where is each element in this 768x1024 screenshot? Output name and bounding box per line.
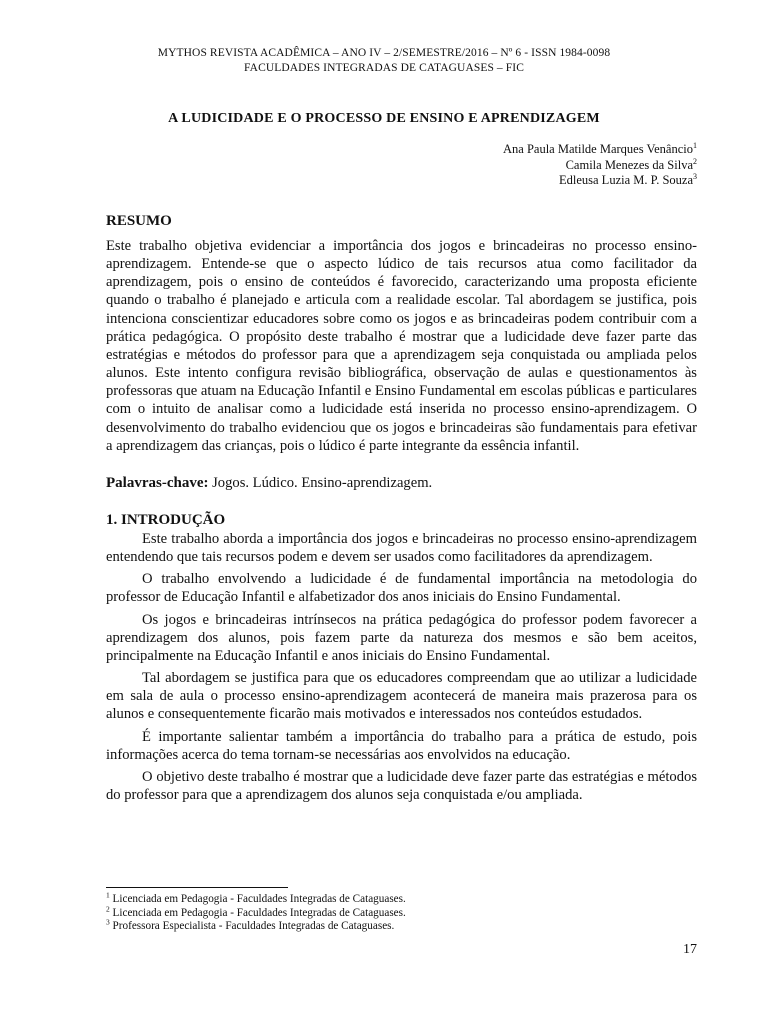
paragraph: Tal abordagem se justifica para que os educadores compreendam que ao utilizar a ludicidade em sala de aula o processo ensino-aprendizagem acontecerá de maneira mais prazerosa para os alunos e consequentemente ficarão mais motivados e interessados nos conteúdos estudados. [106, 670, 697, 723]
footnote-mark: 2 [693, 156, 697, 166]
keywords-label: Palavras-chave: [106, 475, 209, 491]
keywords-line [106, 475, 432, 492]
abstract-text: Este trabalho objetiva evidenciar a importância dos jogos e brincadeiras no processo ensino-aprendizagem. Entende-se que o aspecto lúdico de tais recursos atua como facilitador da aprendizagem, pois o ensino de conteúdos é favorecido, caracterizando uma proposta eficiente quando o trabalho é planejado e articula com a realidade escolar. Tal abordagem se justifica, pois intenciona conscientizar educadores sobre como os jogos e as brincadeiras podem contribuir com a prática pedagógica. O propósito deste trabalho é mostrar que a ludicidade deve fazer parte das estratégias e métodos do professor para que a aprendizagem seja conquistada ou ampliada pelos alunos. Este intento configura revisão bibliográfica, observação de aulas e questionamentos às professoras que atuam na Educação Infantil e Ensino Fundamental em escolas públicas e particulares com o intuito de analisar como a ludicidade está inserida no processo ensino-aprendizagem. O desenvolvimento do trabalho evidenciou que os jogos e brincadeiras são fundamentais para efetivar a aprendizagem das crianças, pois o lúdico é parte integrante da essência infantil. [106, 238, 697, 454]
footnote-mark: 3 [106, 917, 110, 927]
abstract-heading: RESUMO [106, 213, 172, 229]
journal-header [0, 46, 768, 76]
paragraph: O trabalho envolvendo a ludicidade é de fundamental importância na metodologia do professor de Educação Infantil e alfabetizador dos anos iniciais do Ensino Fundamental. [106, 571, 697, 606]
footnote-mark: 1 [693, 140, 697, 150]
author-list [503, 142, 697, 189]
author-name: Camila Menezes da Silva [565, 157, 693, 172]
introduction-body [106, 530, 697, 808]
footnote-text: Licenciada em Pedagogia - Faculdades Integradas de Cataguases. [109, 906, 406, 919]
footnote [106, 903, 406, 921]
paragraph: Este trabalho aborda a importância dos jogos e brincadeiras no processo ensino-aprendizagem entendendo que tais recursos podem e devem ser usados como facilitadores da aprendizagem. [106, 531, 697, 566]
journal-header-line-1: MYTHOS REVISTA ACADÊMICA – ANO IV – 2/SEMESTRE/2016 – Nº 6 - ISSN 1984-0098 [157, 47, 611, 59]
journal-header-line-2: FACULDADES INTEGRADAS DE CATAGUASES – FIC [244, 62, 524, 74]
author-name: Edleusa Luzia M. P. Souza [558, 173, 693, 187]
footnote-separator [106, 887, 288, 888]
footnote [106, 917, 406, 934]
author [503, 142, 697, 158]
author [503, 173, 697, 189]
footnote-mark: 2 [106, 903, 110, 913]
author-name: Ana Paula Matilde Marques Venâncio [503, 142, 693, 156]
footnote-text: Licenciada em Pedagogia - Faculdades Integradas de Cataguases. [109, 893, 406, 905]
footnote-mark: 1 [106, 890, 110, 900]
page-number: 17 [683, 942, 697, 957]
author [503, 158, 697, 174]
footnote-mark: 3 [693, 171, 697, 181]
footnotes [106, 890, 406, 934]
footnote-text: Professora Especialista - Faculdades Integradas de Cataguases. [109, 920, 395, 932]
introduction-heading: 1. INTRODUÇÃO [106, 512, 226, 528]
keywords-list: Jogos. Lúdico. Ensino-aprendizagem. [208, 475, 433, 491]
footnote [106, 890, 406, 907]
article-title: A LUDICIDADE E O PROCESSO DE ENSINO E APRENDIZAGEM [168, 111, 600, 126]
paragraph: O objetivo deste trabalho é mostrar que a ludicidade deve fazer parte das estratégias e métodos do professor para que a aprendizagem dos alunos seja conquistada e/ou ampliada. [106, 768, 697, 804]
paragraph: É importante salientar também a importância do trabalho para a prática de estudo, pois informações acerca do tema tornam-se necessárias aos envolvidos na educação. [106, 728, 697, 763]
paragraph: Os jogos e brincadeiras intrínsecos na prática pedagógica do professor podem favorecer a aprendizagem dos alunos, pois fazem parte da natureza dos mesmos e são bem aceitos, principalmente na Educação Infantil e anos iniciais do Ensino Fundamental. [106, 611, 697, 664]
